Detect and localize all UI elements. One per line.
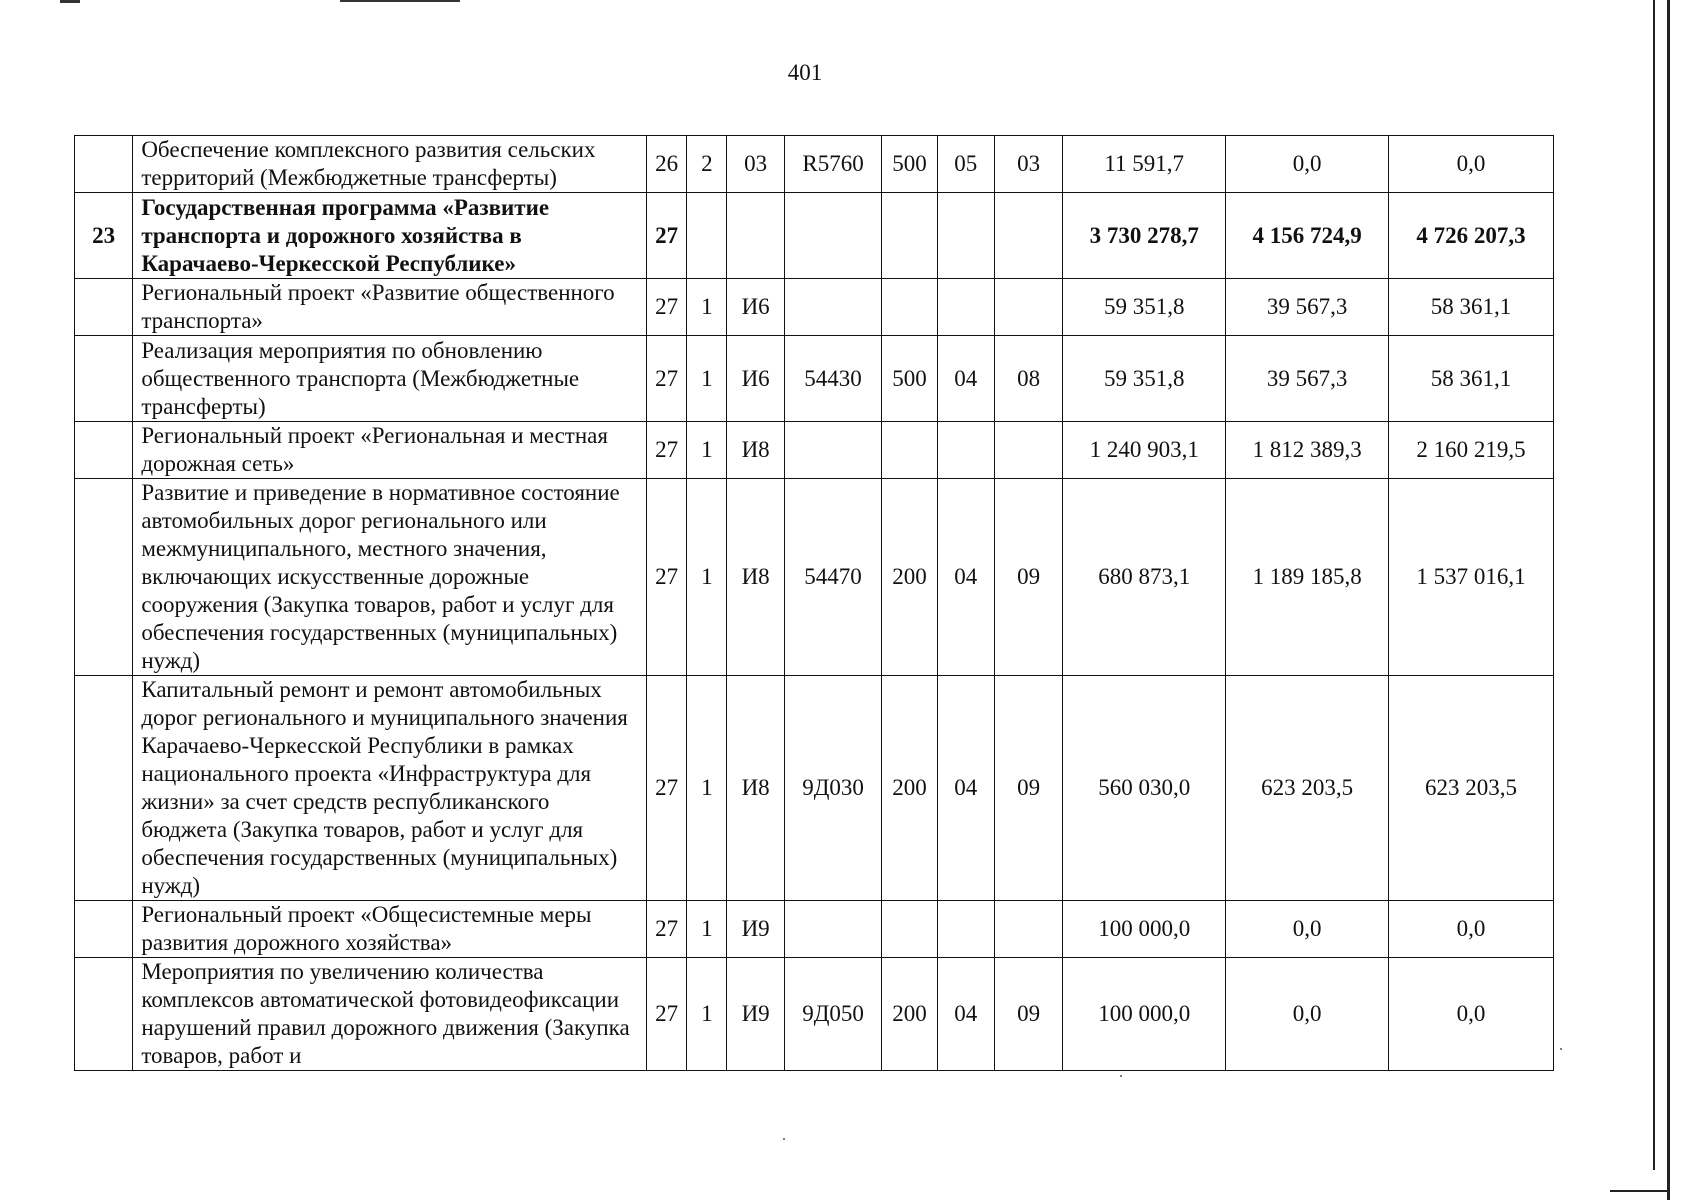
amount-cell: 0,0 (1226, 901, 1389, 958)
code-cell (784, 901, 882, 958)
amount-cell: 39 567,3 (1226, 279, 1389, 336)
row-name: Региональный проект «Региональная и местная дорожная сеть» (133, 422, 647, 479)
row-name: Региональный проект «Развитие общественного транспорта» (133, 279, 647, 336)
row-name: Государственная программа «Развитие транспорта и дорожного хозяйства в Карачаево-Черкесской Республике» (133, 193, 647, 279)
code-cell (994, 422, 1062, 479)
code-cell: 1 (687, 422, 727, 479)
code-cell: 200 (882, 958, 937, 1071)
code-cell: 200 (882, 479, 937, 676)
row-number (75, 901, 133, 958)
amount-cell: 623 203,5 (1389, 676, 1554, 901)
code-cell: 1 (687, 279, 727, 336)
code-cell: 27 (647, 479, 687, 676)
code-cell: 1 (687, 958, 727, 1071)
table-row (75, 958, 1554, 1071)
code-cell (784, 422, 882, 479)
code-cell: 27 (647, 336, 687, 422)
row-number (75, 422, 133, 479)
table-row (75, 901, 1554, 958)
row-number (75, 336, 133, 422)
row-name: Капитальный ремонт и ремонт автомобильных дорог регионального и муниципального значения Карачаево-Черкесской Республики в рамках национального проекта «Инфраструктура для жизни» за счет средств республиканского бюджета (Закупка товаров, работ и услуг для обеспечения государственных (муниципальных) нужд) (133, 676, 647, 901)
code-cell (784, 279, 882, 336)
code-cell: 1 (687, 336, 727, 422)
code-cell: 27 (647, 422, 687, 479)
code-cell: 54430 (784, 336, 882, 422)
page-number: 401 (787, 60, 823, 85)
row-name: Обеспечение комплексного развития сельских территорий (Межбюджетные трансферты) (133, 136, 647, 193)
table-row (75, 136, 1554, 193)
code-cell: R5760 (784, 136, 882, 193)
code-cell: 04 (937, 336, 994, 422)
code-cell: 09 (994, 676, 1062, 901)
code-cell: И6 (727, 336, 784, 422)
code-cell: 09 (994, 958, 1062, 1071)
amount-cell: 58 361,1 (1389, 279, 1554, 336)
budget-table (74, 135, 1554, 1071)
amount-cell: 59 351,8 (1063, 336, 1226, 422)
table-row (75, 479, 1554, 676)
code-cell: 27 (647, 193, 687, 279)
code-cell: И8 (727, 479, 784, 676)
amount-cell: 1 537 016,1 (1389, 479, 1554, 676)
top-edge-fragment (340, 0, 460, 2)
table-row (75, 193, 1554, 279)
amount-cell: 59 351,8 (1063, 279, 1226, 336)
scan-edge-line (1667, 0, 1670, 1200)
code-cell: 04 (937, 676, 994, 901)
code-cell: 27 (647, 901, 687, 958)
code-cell (994, 901, 1062, 958)
code-cell (994, 193, 1062, 279)
amount-cell: 4 726 207,3 (1389, 193, 1554, 279)
scan-edge-line (1610, 1190, 1670, 1192)
table-row (75, 676, 1554, 901)
table-row (75, 422, 1554, 479)
table-row (75, 279, 1554, 336)
code-cell: И8 (727, 676, 784, 901)
code-cell: И9 (727, 901, 784, 958)
row-number (75, 136, 133, 193)
code-cell: 27 (647, 279, 687, 336)
amount-cell: 0,0 (1226, 136, 1389, 193)
code-cell: 26 (647, 136, 687, 193)
amount-cell: 623 203,5 (1226, 676, 1389, 901)
scan-speck (1120, 1075, 1122, 1077)
code-cell: 27 (647, 958, 687, 1071)
scan-speck (783, 1138, 785, 1140)
code-cell (937, 279, 994, 336)
amount-cell: 11 591,7 (1063, 136, 1226, 193)
code-cell (937, 422, 994, 479)
code-cell: И9 (727, 958, 784, 1071)
row-name: Мероприятия по увеличению количества комплексов автоматической фотовидеофиксации нарушений правил дорожного движения (Закупка товаров, работ и (133, 958, 647, 1071)
code-cell (882, 901, 937, 958)
amount-cell: 4 156 724,9 (1226, 193, 1389, 279)
amount-cell: 0,0 (1389, 958, 1554, 1071)
code-cell: 1 (687, 676, 727, 901)
code-cell: 05 (937, 136, 994, 193)
code-cell: И8 (727, 422, 784, 479)
row-number (75, 279, 133, 336)
scan-speck (1560, 1048, 1562, 1050)
code-cell (727, 193, 784, 279)
table-row (75, 336, 1554, 422)
code-cell: 03 (994, 136, 1062, 193)
top-edge-fragment (60, 0, 80, 3)
row-number (75, 958, 133, 1071)
code-cell (994, 279, 1062, 336)
amount-cell: 0,0 (1389, 901, 1554, 958)
amount-cell: 1 812 389,3 (1226, 422, 1389, 479)
code-cell (882, 422, 937, 479)
amount-cell: 3 730 278,7 (1063, 193, 1226, 279)
amount-cell: 100 000,0 (1063, 958, 1226, 1071)
row-number: 23 (75, 193, 133, 279)
code-cell: 04 (937, 479, 994, 676)
code-cell: 54470 (784, 479, 882, 676)
code-cell: 09 (994, 479, 1062, 676)
code-cell: 200 (882, 676, 937, 901)
code-cell: 03 (727, 136, 784, 193)
scan-edge-line (1653, 0, 1655, 1170)
amount-cell: 1 240 903,1 (1063, 422, 1226, 479)
row-number (75, 479, 133, 676)
code-cell: 2 (687, 136, 727, 193)
amount-cell: 0,0 (1389, 136, 1554, 193)
amount-cell: 0,0 (1226, 958, 1389, 1071)
code-cell: 9Д050 (784, 958, 882, 1071)
code-cell (882, 193, 937, 279)
code-cell (882, 279, 937, 336)
code-cell (784, 193, 882, 279)
code-cell: И6 (727, 279, 784, 336)
row-name: Региональный проект «Общесистемные меры развития дорожного хозяйства» (133, 901, 647, 958)
amount-cell: 680 873,1 (1063, 479, 1226, 676)
code-cell: 08 (994, 336, 1062, 422)
code-cell: 27 (647, 676, 687, 901)
code-cell (687, 193, 727, 279)
row-name: Реализация мероприятия по обновлению общественного транспорта (Межбюджетные трансферты) (133, 336, 647, 422)
amount-cell: 1 189 185,8 (1226, 479, 1389, 676)
amount-cell: 560 030,0 (1063, 676, 1226, 901)
code-cell: 1 (687, 479, 727, 676)
row-name: Развитие и приведение в нормативное состояние автомобильных дорог регионального или межмуниципального, местного значения, включающих искусственные дорожные сооружения (Закупка товаров, работ и услуг для обеспечения государственных (муниципальных) нужд) (133, 479, 647, 676)
code-cell (937, 193, 994, 279)
code-cell (937, 901, 994, 958)
amount-cell: 39 567,3 (1226, 336, 1389, 422)
row-number (75, 676, 133, 901)
amount-cell: 100 000,0 (1063, 901, 1226, 958)
code-cell: 500 (882, 136, 937, 193)
code-cell: 500 (882, 336, 937, 422)
code-cell: 1 (687, 901, 727, 958)
code-cell: 04 (937, 958, 994, 1071)
amount-cell: 2 160 219,5 (1389, 422, 1554, 479)
code-cell: 9Д030 (784, 676, 882, 901)
amount-cell: 58 361,1 (1389, 336, 1554, 422)
